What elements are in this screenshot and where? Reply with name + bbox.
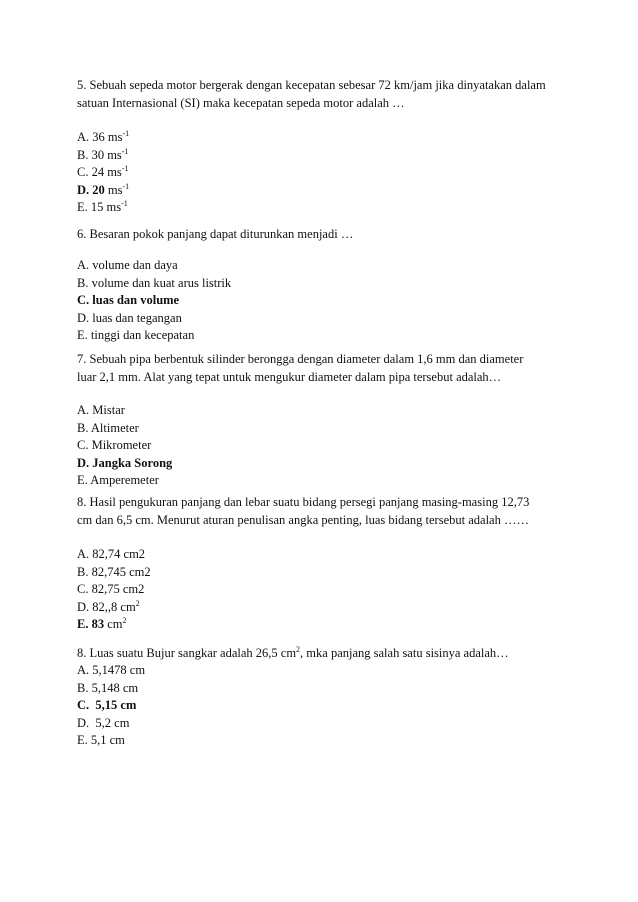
- question-7-options: [77, 402, 577, 490]
- question-5-text-line-1: 5. Sebuah sepeda motor bergerak dengan kecepatan sebesar 72 km/jam jika dinyatakan dalam: [77, 78, 546, 92]
- option-d-correct: D. 20 $ms^{-1}$: [77, 181, 130, 197]
- option-d: D. luas dan tegangan: [77, 310, 182, 325]
- question-8a-text-line-1: 8. Hasil pengukuran panjang dan lebar suatu bidang persegi panjang masing-masing 12,73: [77, 495, 530, 509]
- option-e: E. 5,1 cm: [77, 733, 125, 747]
- option-a: A. 5,1478 cm: [77, 663, 146, 677]
- question-6-text: 6. Besaran pokok panjang dapat diturunkan menjadi …: [77, 227, 354, 241]
- option-b: B. Altimeter: [77, 420, 139, 435]
- option-c: C. Mikrometer: [77, 438, 152, 452]
- question-7: [77, 350, 577, 490]
- option-a: A. 82,74 cm2: [77, 547, 146, 561]
- question-5-text-line-2: satuan Internasional (SI) maka kecepatan sepeda motor adalah …: [77, 96, 405, 110]
- option-a: A. volume dan daya: [77, 258, 178, 272]
- question-5: [77, 76, 577, 217]
- question-6-options: [77, 257, 577, 345]
- question-8a-options: [77, 546, 577, 634]
- option-d: D. 5,2 cm: [77, 715, 130, 730]
- option-e: E. Amperemeter: [77, 473, 159, 487]
- option-c-correct: C. luas dan volume: [77, 293, 180, 307]
- question-8a-text-line-2: cm dan 6,5 cm. Menurut aturan penulisan angka penting, luas bidang tersebut adalah ……: [77, 513, 529, 527]
- option-a: A. 36 $ms^{-1}$: [77, 129, 130, 144]
- question-8a: [77, 493, 577, 634]
- question-8b-options: [77, 662, 577, 750]
- question-5-options: [77, 129, 577, 217]
- question-7-text-line-2: luar 2,1 mm. Alat yang tepat untuk mengukur diameter dalam pipa tersebut adalah…: [77, 370, 502, 384]
- question-8b: [77, 644, 577, 750]
- option-b: B. 30 $ms^{-1}$: [77, 146, 129, 162]
- option-b: B. 5,148 cm: [77, 680, 139, 695]
- option-c: C. 24 $ms^{-1}$: [77, 164, 129, 179]
- option-b: B. 82,745 cm2: [77, 564, 151, 579]
- question-6: [77, 225, 577, 345]
- option-b: B. volume dan kuat arus listrik: [77, 275, 232, 290]
- question-8b-text: 8. Luas suatu Bujur sangkar adalah 26,5 $cm^2$, mka panjang salah satu sisinya adalah…: [77, 645, 509, 660]
- option-d: D. 82,,8 $cm^2$: [77, 598, 140, 614]
- option-c-correct: C. 5,15 cm: [77, 698, 137, 712]
- option-e-correct: E. 83 $cm^2$: [77, 616, 127, 631]
- option-c: C. 82,75 cm2: [77, 582, 145, 596]
- option-a: A. Mistar: [77, 403, 125, 417]
- option-d-correct: D. Jangka Sorong: [77, 455, 173, 470]
- option-e: E. tinggi dan kecepatan: [77, 328, 195, 342]
- option-e: E. 15 $ms^{-1}$: [77, 199, 128, 214]
- question-7-text-line-1: 7. Sebuah pipa berbentuk silinder berongga dengan diameter dalam 1,6 mm dan diameter: [77, 352, 524, 366]
